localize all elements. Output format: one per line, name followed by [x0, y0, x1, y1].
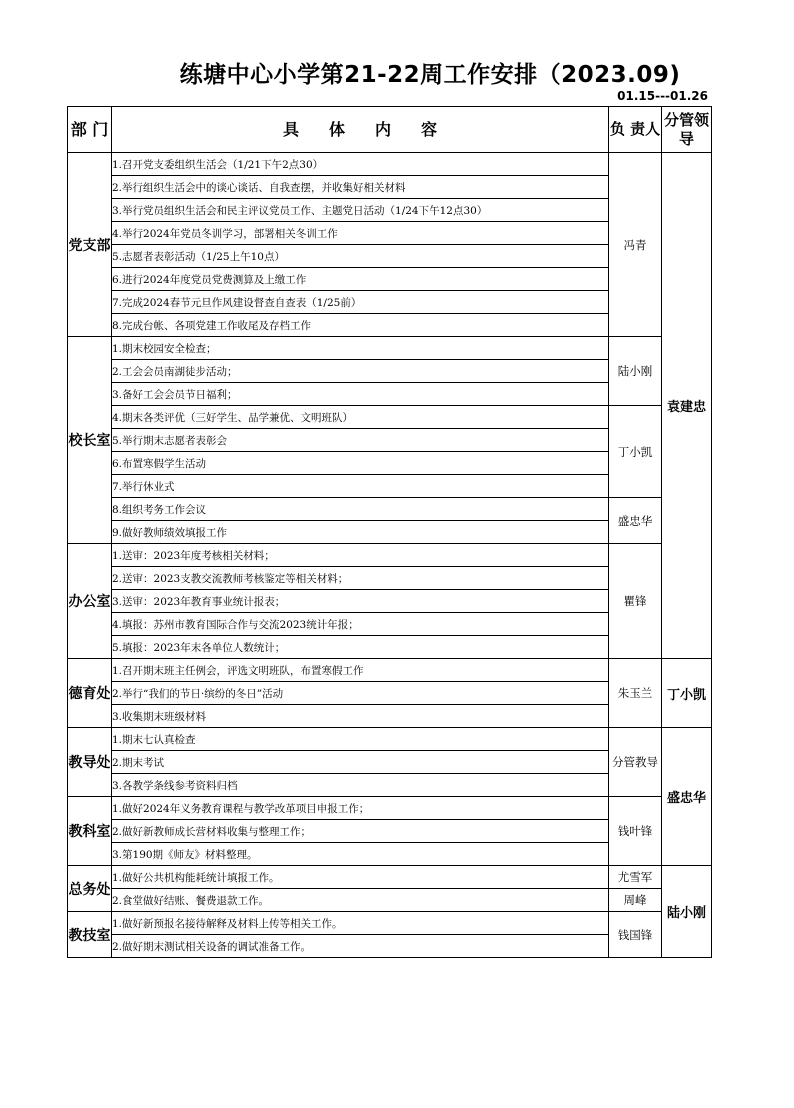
leader-1: 袁建忠: [662, 153, 712, 659]
task-item: 7.举行休业式: [112, 475, 609, 498]
task-item: 1.做好公共机构能耗统计填报工作。: [112, 866, 609, 889]
task-item: 2.做好期末测试相关设备的调试准备工作。: [112, 935, 609, 958]
dept-bangong: 办公室: [68, 544, 112, 659]
table-row: [68, 337, 712, 360]
task-item: 3.备好工会会员节日福利；: [112, 383, 609, 406]
task-item: 9.做好教师绩效填报工作: [112, 521, 609, 544]
dept-jiaodao: 教导处: [68, 728, 112, 797]
header-leader: 分管领导: [662, 107, 712, 153]
table-row: [68, 406, 712, 429]
dept-xiaozhang: 校长室: [68, 337, 112, 544]
task-item: 6.进行2024年度党员党费测算及上缴工作: [112, 268, 609, 291]
person-dangzhi: 冯青: [609, 153, 662, 337]
leader-4: 陆小刚: [662, 866, 712, 958]
task-item: 2.食堂做好结账、餐费退款工作。: [112, 889, 609, 912]
table-row: [68, 544, 712, 567]
table-row: [68, 912, 712, 935]
task-item: 2.送审：2023支教交流教师考核鉴定等相关材料；: [112, 567, 609, 590]
task-item: 3.送审：2023年教育事业统计报表；: [112, 590, 609, 613]
task-item: 2.举行“我们的节日·缤纷的冬日”活动: [112, 682, 609, 705]
date-range: 01.15---01.26: [617, 89, 708, 103]
task-item: 4.填报：苏州市教育国际合作与交流2023统计年报；: [112, 613, 609, 636]
table-row: [68, 728, 712, 751]
person-bangong: 瞿锋: [609, 544, 662, 659]
task-item: 7.完成2024春节元旦作风建设督查自查表（1/25前）: [112, 291, 609, 314]
header-row: [68, 107, 712, 153]
dept-jiaoji: 教技室: [68, 912, 112, 958]
leader-3: 盛忠华: [662, 728, 712, 866]
task-item: 2.工会会员南湖徒步活动；: [112, 360, 609, 383]
task-item: 1.期末七认真检查: [112, 728, 609, 751]
page-title: 练塘中心小学第21-22周工作安排（2023.09): [179, 62, 681, 88]
person-jiaoke: 钱叶锋: [609, 797, 662, 866]
table-row: [68, 797, 712, 820]
person-deyu: 朱玉兰: [609, 659, 662, 728]
person-xiaozhang-1: 陆小刚: [609, 337, 662, 406]
schedule-table: [67, 106, 712, 958]
person-zongwu-2: 周峰: [609, 889, 662, 912]
task-item: 3.收集期末班级材料: [112, 705, 609, 728]
table-row: [68, 498, 712, 521]
task-item: 1.做好2024年义务教育课程与教学改革项目申报工作；: [112, 797, 609, 820]
task-item: 8.完成台帐、各项党建工作收尾及存档工作: [112, 314, 609, 337]
leader-2: 丁小凯: [662, 659, 712, 728]
task-item: 3.各教学条线参考资料归档: [112, 774, 609, 797]
task-item: 2.做好新教师成长营材料收集与整理工作；: [112, 820, 609, 843]
person-xiaozhang-2: 丁小凯: [609, 406, 662, 498]
task-item: 3.举行党员组织生活会和民主评议党员工作、主题党日活动（1/24下午12点30）: [112, 199, 609, 222]
task-item: 2.举行组织生活会中的谈心谈话、自我查摆，并收集好相关材料: [112, 176, 609, 199]
task-item: 1.召开期末班主任例会，评选文明班队，布置寒假工作: [112, 659, 609, 682]
task-item: 5.志愿者表彰活动（1/25上午10点）: [112, 245, 609, 268]
table-row: [68, 153, 712, 176]
dept-jiaoke: 教科室: [68, 797, 112, 866]
task-item: 3.第190期《师友》材料整理。: [112, 843, 609, 866]
person-jiaoji: 钱国锋: [609, 912, 662, 958]
person-jiaodao: 分管教导: [609, 728, 662, 797]
task-item: 4.举行2024年党员冬训学习，部署相关冬训工作: [112, 222, 609, 245]
dept-dangzhi: 党支部: [68, 153, 112, 337]
table-row: [68, 659, 712, 682]
person-xiaozhang-3: 盛忠华: [609, 498, 662, 544]
task-item: 5.填报：2023年末各单位人数统计；: [112, 636, 609, 659]
task-item: 1.期末校园安全检查；: [112, 337, 609, 360]
table-row: [68, 889, 712, 912]
header-person: 负 责人: [609, 107, 662, 153]
task-item: 1.送审：2023年度考核相关材料；: [112, 544, 609, 567]
task-item: 5.举行期末志愿者表彰会: [112, 429, 609, 452]
task-item: 6.布置寒假学生活动: [112, 452, 609, 475]
task-item: 2.期末考试: [112, 751, 609, 774]
task-item: 8.组织考务工作会议: [112, 498, 609, 521]
task-item: 4.期末各类评优（三好学生、品学兼优、文明班队）: [112, 406, 609, 429]
dept-deyu: 德育处: [68, 659, 112, 728]
dept-zongwu: 总务处: [68, 866, 112, 912]
person-zongwu-1: 尤雪军: [609, 866, 662, 889]
table-row: [68, 866, 712, 889]
task-item: 1.召开党支委组织生活会（1/21下午2点30）: [112, 153, 609, 176]
header-dept: 部 门: [68, 107, 112, 153]
task-item: 1.做好新预报名接待解释及材料上传等相关工作。: [112, 912, 609, 935]
header-content: 具体内容: [112, 107, 609, 153]
